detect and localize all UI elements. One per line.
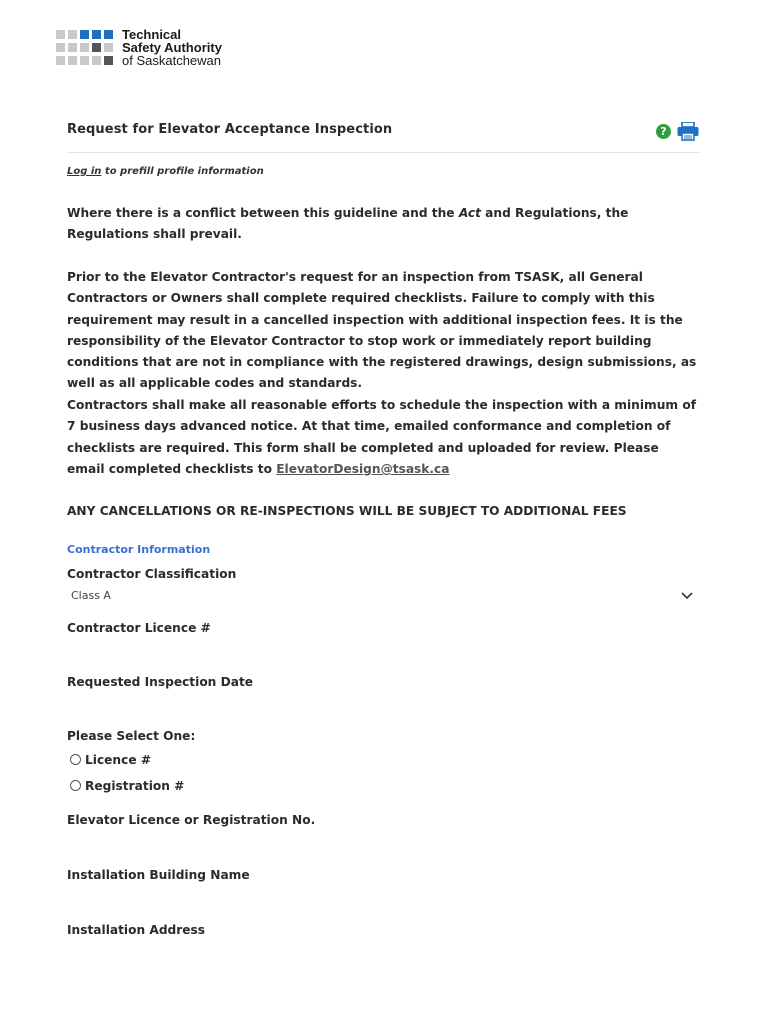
login-link[interactable]: Log in — [67, 166, 102, 177]
contractor-classification-select[interactable] — [67, 586, 699, 608]
contractor-classification-value: Class A — [71, 589, 111, 602]
radio-licence[interactable] — [70, 753, 151, 767]
conflict-paragraph — [67, 203, 699, 246]
conflict-text-a: Where there is a conflict between this guideline and the — [67, 206, 455, 220]
login-prompt — [67, 166, 264, 177]
elevator-licence-registration-label: Elevator Licence or Registration No. — [67, 813, 316, 827]
form-header — [67, 121, 699, 153]
radio-label-licence: Licence # — [85, 753, 152, 767]
fees-warning: ANY CANCELLATIONS OR RE-INSPECTIONS WILL BE SUBJECT TO ADDITIONAL FEES — [67, 504, 627, 518]
printer-icon[interactable] — [677, 122, 699, 141]
radio-button-licence[interactable] — [70, 754, 81, 765]
logo-line-1: Technical — [122, 27, 182, 42]
login-prompt-text: to prefill profile information — [104, 166, 264, 177]
tsask-logo[interactable] — [56, 28, 256, 68]
radio-label-registration: Registration # — [85, 779, 185, 793]
logo-line-2: Safety Authority — [122, 40, 222, 55]
checklist-paragraph: Prior to the Elevator Contractor's request for an inspection from TSASK, all General Contractors or Owners shall complete required checklists. Failure to comply with this requirement may result in a cancelled inspection with additional inspection fees. It is the responsibility of the Elevator Contractor to stop work or immediately report building conditions that are not in compliance with the registered drawings, design submissions, as well as all applicable codes and standards. — [67, 270, 697, 391]
chevron-down-icon — [681, 590, 693, 600]
help-icon[interactable]: ? — [656, 124, 671, 139]
scheduling-paragraph — [67, 395, 699, 480]
page-title: Request for Elevator Acceptance Inspection — [67, 122, 393, 137]
conflict-text-b: and Regulations, the Regulations shall prevail. — [67, 206, 629, 242]
scheduling-text: Contractors shall make all reasonable efforts to schedule the inspection with a minimum of 7 business days advanced notice. At that time, emailed conformance and completion of checklists are required. This form shall be completed and uploaded for review. Please email completed checklists to — [67, 398, 697, 476]
section-title-contractor-information: Contractor Information — [67, 543, 211, 556]
installation-building-name-label: Installation Building Name — [67, 868, 250, 882]
contractor-classification-label: Contractor Classification — [67, 567, 237, 581]
radio-registration[interactable] — [70, 779, 184, 793]
installation-address-label: Installation Address — [67, 923, 206, 937]
logo-text — [122, 28, 222, 67]
radio-button-registration[interactable] — [70, 780, 81, 791]
logo-line-3: of Saskatchewan — [122, 53, 222, 68]
act-text: Act — [458, 206, 481, 220]
contractor-licence-label: Contractor Licence # — [67, 621, 211, 635]
requested-inspection-date-label: Requested Inspection Date — [67, 675, 254, 689]
select-one-label: Please Select One: — [67, 729, 196, 743]
email-link[interactable]: ElevatorDesign@tsask.ca — [276, 461, 450, 476]
